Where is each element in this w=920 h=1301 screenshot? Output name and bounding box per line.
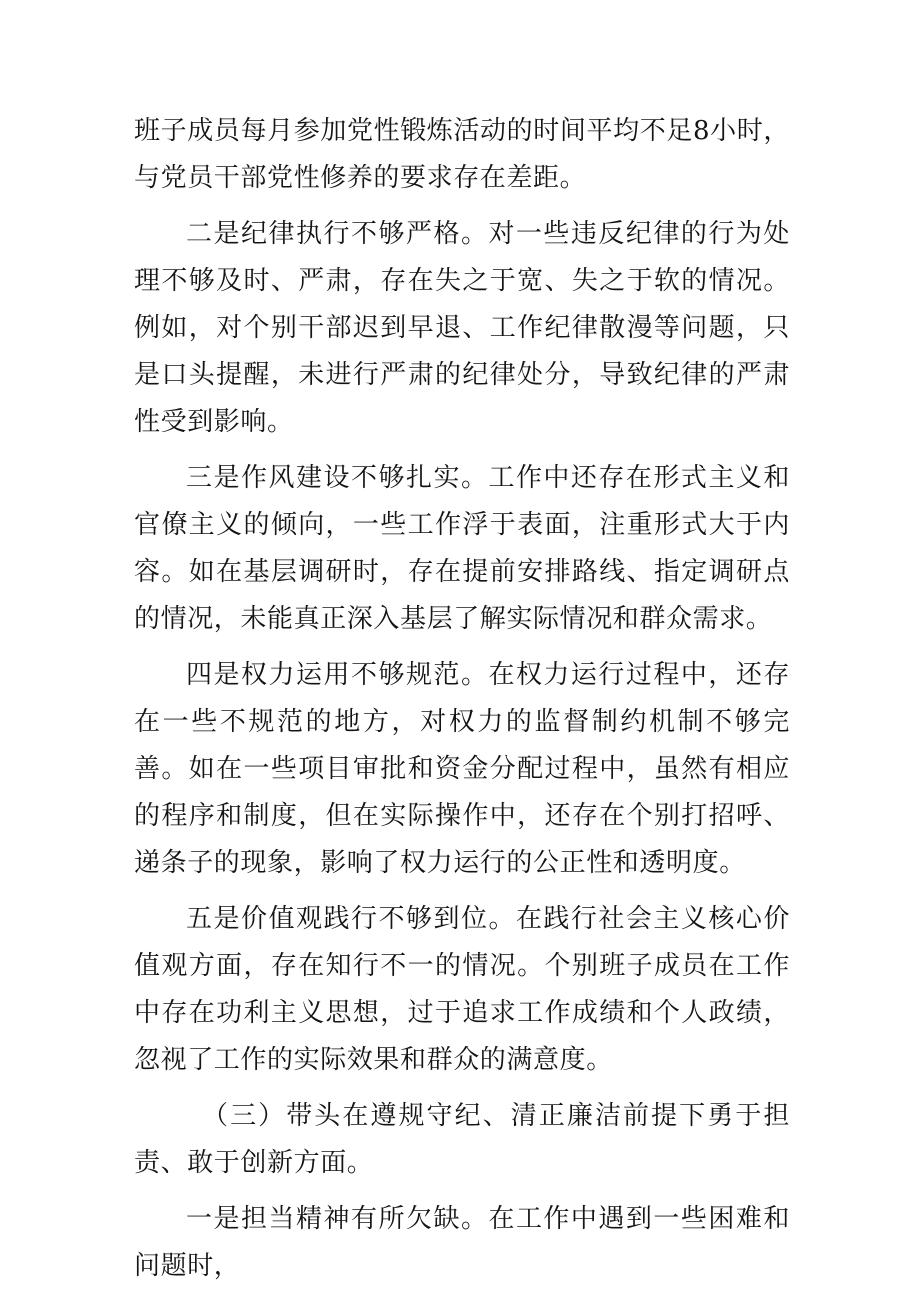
paragraph-values: 五是价值观践行不够到位。在践行社会主义核心价值观方面，存在知行不一的情况。个别班子成员在工作中存在功利主义思想，过于追求工作成绩和个人政绩，忽视了工作的实际效果和群众的满意度。: [134, 904, 790, 1075]
paragraph-power-use: 四是权力运用不够规范。在权力运行过程中，还存在一些不规范的地方，对权力的监督制约机制不够完善。如在一些项目审批和资金分配过程中，虽然有相应的程序和制度，但在实际操作中，还存在个别打招呼、递条子的现象，影响了权力运行的公正性和透明度。: [134, 660, 790, 878]
paragraph-continuation: 班子成员每月参加党性锻炼活动的时间平均不足8小时，与党员干部党性修养的要求存在差距。: [134, 116, 790, 193]
document-body: [134, 108, 790, 1290]
paragraph-work-style: 三是作风建设不够扎实。工作中还存在形式主义和官僚主义的倾向，一些工作浮于表面，注重形式大于内容。如在基层调研时，存在提前安排路线、指定调研点的情况，未能真正深入基层了解实际情况和群众需求。: [134, 463, 790, 634]
paragraph-discipline-enforcement: 二是纪律执行不够严格。对一些违反纪律的行为处理不够及时、严肃，存在失之于宽、失之于软的情况。例如，对个别干部迟到早退、工作纪律散漫等问题，只是口头提醒，未进行严肃的纪律处分，导致纪律的严肃性受到影响。: [134, 219, 790, 437]
paragraph-responsibility: 一是担当精神有所欠缺。在工作中遇到一些困难和问题时，: [134, 1204, 790, 1281]
section-heading: （三）带头在遵规守纪、清正廉洁前提下勇于担责、敢于创新方面。: [134, 1101, 790, 1178]
